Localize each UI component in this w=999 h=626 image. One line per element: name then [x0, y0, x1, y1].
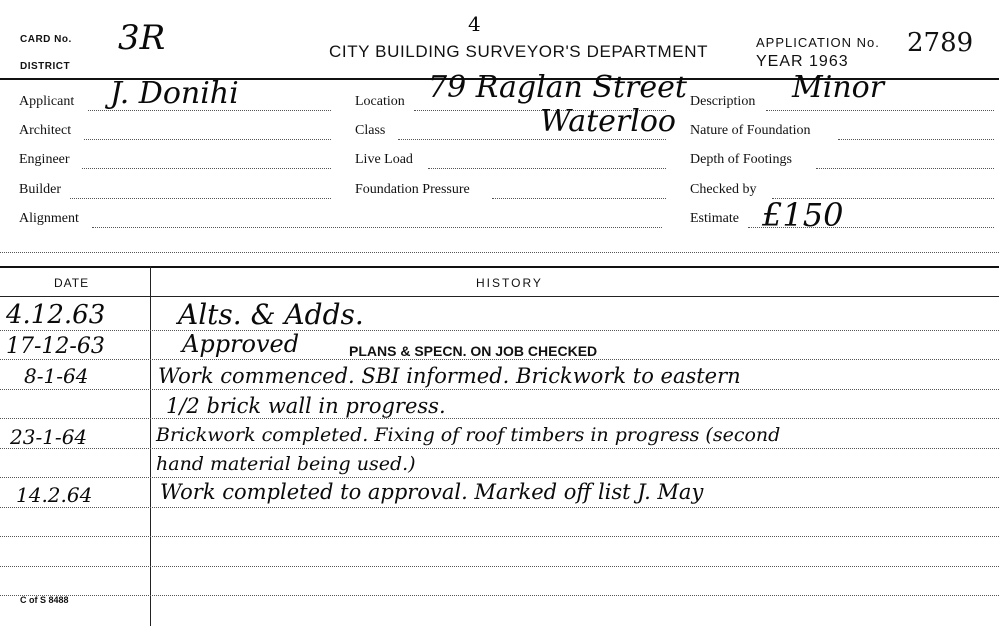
location-label: Location [355, 94, 405, 109]
history-text: Alts. & Adds. [178, 298, 364, 331]
architect-label: Architect [19, 123, 72, 138]
location-value-1: 79 Raglan Street [428, 70, 687, 105]
history-rule [0, 448, 999, 449]
form-code: C of S 8488 [20, 595, 69, 605]
checked-label: Checked by [690, 182, 757, 197]
page-mark: 4 [468, 12, 481, 36]
history-rule [0, 330, 999, 331]
applicant-value: J. Donihi [110, 76, 239, 111]
application-number: 2789 [907, 28, 974, 58]
depth-line [816, 168, 994, 169]
history-header: HISTORY [476, 276, 543, 290]
date-column-divider [150, 266, 151, 626]
district-label: DISTRICT [20, 61, 71, 72]
nature-line [838, 139, 994, 140]
class-label: Class [355, 123, 386, 138]
history-rule [0, 536, 999, 537]
live-load-label: Live Load [355, 152, 413, 167]
applicant-label: Applicant [19, 94, 75, 109]
description-value: Minor [792, 70, 885, 105]
location-value-2: Waterloo [540, 104, 676, 139]
fields-bottom-line [0, 252, 999, 253]
depth-label: Depth of Footings [690, 152, 792, 167]
department-title: CITY BUILDING SURVEYOR'S DEPARTMENT [329, 42, 709, 61]
history-rule [0, 418, 999, 419]
estimate-label: Estimate [690, 211, 739, 226]
history-text: Work commenced. SBI informed. Brickwork to eastern [158, 364, 741, 388]
card-no-label: CARD No. [20, 34, 72, 45]
history-text: hand material being used.) [156, 453, 416, 475]
alignment-label: Alignment [19, 211, 79, 226]
builder-line [70, 198, 331, 199]
description-line [766, 110, 994, 111]
date-header: DATE [54, 276, 90, 290]
builder-label: Builder [19, 182, 61, 197]
estimate-value: £150 [762, 196, 844, 234]
history-rule [0, 359, 999, 360]
history-text: Approved [182, 330, 300, 358]
description-label: Description [690, 94, 756, 109]
engineer-label: Engineer [19, 152, 70, 167]
history-rule [0, 389, 999, 390]
foundation-pressure-label: Foundation Pressure [355, 182, 470, 197]
history-date: 17-12-63 [6, 334, 105, 359]
live-load-line [428, 168, 666, 169]
architect-line [84, 139, 331, 140]
history-rule [0, 595, 999, 596]
history-date: 8-1-64 [24, 364, 89, 388]
history-date: 4.12.63 [6, 300, 106, 330]
history-date: 23-1-64 [10, 425, 88, 449]
card-no-value: 3R [118, 18, 166, 58]
history-rule [0, 507, 999, 508]
class-line [398, 139, 666, 140]
history-text: Brickwork completed. Fixing of roof timbers in progress (second [156, 424, 781, 446]
history-date: 14.2.64 [16, 483, 93, 507]
nature-label: Nature of Foundation [690, 123, 811, 138]
alignment-line [92, 227, 662, 228]
engineer-line [82, 168, 331, 169]
checked-stamp: PLANS & SPECN. ON JOB CHECKED [349, 343, 598, 359]
history-rule [0, 566, 999, 567]
history-text: 1/2 brick wall in progress. [166, 394, 446, 418]
history-rule [0, 477, 999, 478]
application-label: APPLICATION No. [756, 35, 880, 50]
history-text: Work completed to approval. Marked off list J. May [160, 480, 704, 504]
foundation-pressure-line [492, 198, 666, 199]
year-label: YEAR 1963 [756, 53, 849, 70]
